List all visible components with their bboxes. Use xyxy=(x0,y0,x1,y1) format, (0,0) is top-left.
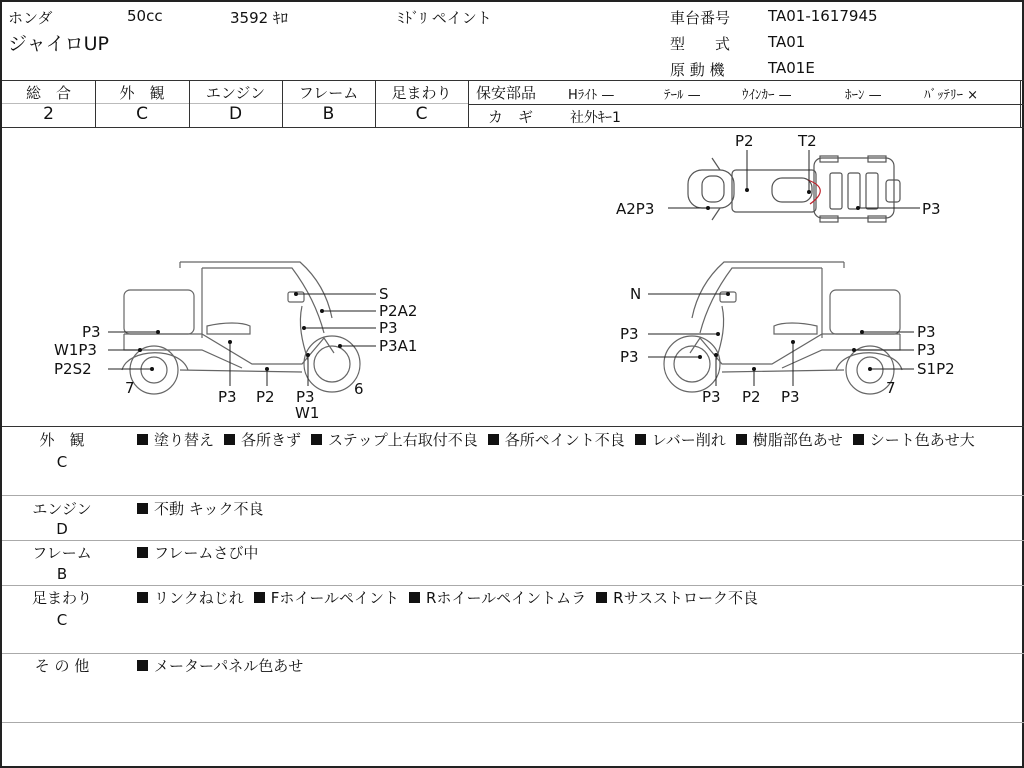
color: ﾐﾄﾞﾘ ペイント xyxy=(397,9,492,27)
rating-value-frame: B xyxy=(322,104,335,124)
engine-label: 原 動 機 xyxy=(670,61,725,79)
left-label-w1: W1 xyxy=(295,404,320,422)
scooter-top-view xyxy=(688,156,900,222)
top-label-p3: P3 xyxy=(922,200,941,218)
section-engine-name: エンジン xyxy=(32,500,92,518)
top-label-t2: T2 xyxy=(798,132,817,150)
left-label-p3-bottom2: P3 xyxy=(296,388,315,406)
right-label-p2-bottom: P2 xyxy=(742,388,761,406)
safety-horn: ﾎｰﾝ — xyxy=(845,88,882,103)
left-label-s: S xyxy=(379,285,389,303)
type-value: TA01 xyxy=(768,33,806,51)
maker: ホンダ xyxy=(8,9,53,27)
right-leaders xyxy=(648,294,914,386)
right-label-p3-bottom: P3 xyxy=(702,388,721,406)
safety-winker: ｳｲﾝｶｰ — xyxy=(742,88,792,103)
left-label-p2-bottom: P2 xyxy=(256,388,275,406)
frame-no: TA01-1617945 xyxy=(768,7,878,25)
section-exterior-grade: C xyxy=(56,453,68,471)
left-label-7: 7 xyxy=(125,379,135,397)
scooter-right-view xyxy=(664,262,902,394)
section-other-items: メーターパネル色あせ xyxy=(137,655,1017,677)
rating-header-suspension: 足まわり xyxy=(391,84,452,102)
left-label-p2s2: P2S2 xyxy=(54,360,92,378)
section-engine-items: 不動 キック不良 xyxy=(137,498,1017,520)
top-leaders xyxy=(668,150,920,208)
section-frame-items: フレームさび中 xyxy=(137,542,1017,564)
rating-value-exterior: C xyxy=(136,104,148,124)
type-label: 型 式 xyxy=(670,35,731,53)
right-label-p3-front: P3 xyxy=(620,325,639,343)
section-suspension-items: リンクねじれ Fホイールペイント Rホイールペイントムラ Rサスストローク不良 xyxy=(137,587,1017,609)
mileage: 3592 ｷﾛ xyxy=(230,9,288,27)
damage-diagram xyxy=(2,128,1024,426)
frame-no-label: 車台番号 xyxy=(670,9,731,27)
engine-value: TA01E xyxy=(768,59,815,77)
displacement: 50cc xyxy=(127,7,163,25)
left-label-p3a1: P3A1 xyxy=(379,337,418,355)
safety-tail: ﾃｰﾙ — xyxy=(664,88,701,103)
section-frame-name: フレーム xyxy=(32,544,92,562)
rating-header-engine: エンジン xyxy=(205,84,266,102)
right-label-p3-wheel: P3 xyxy=(620,348,639,366)
section-exterior-items: 塗り替え 各所きず ステップ上右取付不良 各所ペイント不良 レバー削れ 樹脂部色あせ シート色あせ大 xyxy=(137,429,1017,451)
left-label-6: 6 xyxy=(354,380,364,398)
top-label-p2: P2 xyxy=(735,132,754,150)
left-label-p3: P3 xyxy=(379,319,398,337)
rating-header-frame: フレーム xyxy=(298,84,359,102)
left-label-p2a2: P2A2 xyxy=(379,302,418,320)
right-label-7: 7 xyxy=(886,379,896,397)
right-label-p3-bottom2: P3 xyxy=(781,388,800,406)
right-label-p3-rear2: P3 xyxy=(917,341,936,359)
section-other-name: そ の 他 xyxy=(34,657,90,675)
rating-value-overall: 2 xyxy=(43,104,54,124)
rating-header-overall: 総 合 xyxy=(25,84,71,102)
right-label-p3-rear: P3 xyxy=(917,323,936,341)
left-label-w1p3: W1P3 xyxy=(54,341,97,359)
safety-headlight: Hﾗｲﾄ — xyxy=(568,88,615,103)
safety-label: 保安部品 xyxy=(476,84,537,102)
safety-battery: ﾊﾞｯﾃﾘｰ × xyxy=(924,88,979,103)
right-label-n: N xyxy=(630,285,642,303)
section-suspension-grade: C xyxy=(56,611,68,629)
top-points xyxy=(706,188,860,210)
left-label-p3-bottom: P3 xyxy=(218,388,237,406)
rating-header-exterior: 外 観 xyxy=(119,84,165,102)
key-label: カ ギ xyxy=(488,108,534,126)
section-suspension-name: 足まわり xyxy=(31,589,92,607)
top-label-a2p3: A2P3 xyxy=(616,200,655,218)
key-value: 社外ｷｰ1 xyxy=(570,110,621,126)
rating-value-suspension: C xyxy=(415,104,428,124)
left-leaders xyxy=(108,294,376,386)
model-name: ジャイロUP xyxy=(8,33,109,55)
rating-value-engine: D xyxy=(228,104,243,124)
right-label-s1p2: S1P2 xyxy=(917,360,955,378)
right-points xyxy=(698,292,872,371)
section-exterior-name: 外 観 xyxy=(39,431,85,449)
left-points xyxy=(138,292,342,371)
section-frame-grade: B xyxy=(56,565,68,583)
left-label-p3-rear: P3 xyxy=(82,323,101,341)
section-engine-grade: D xyxy=(56,520,68,538)
